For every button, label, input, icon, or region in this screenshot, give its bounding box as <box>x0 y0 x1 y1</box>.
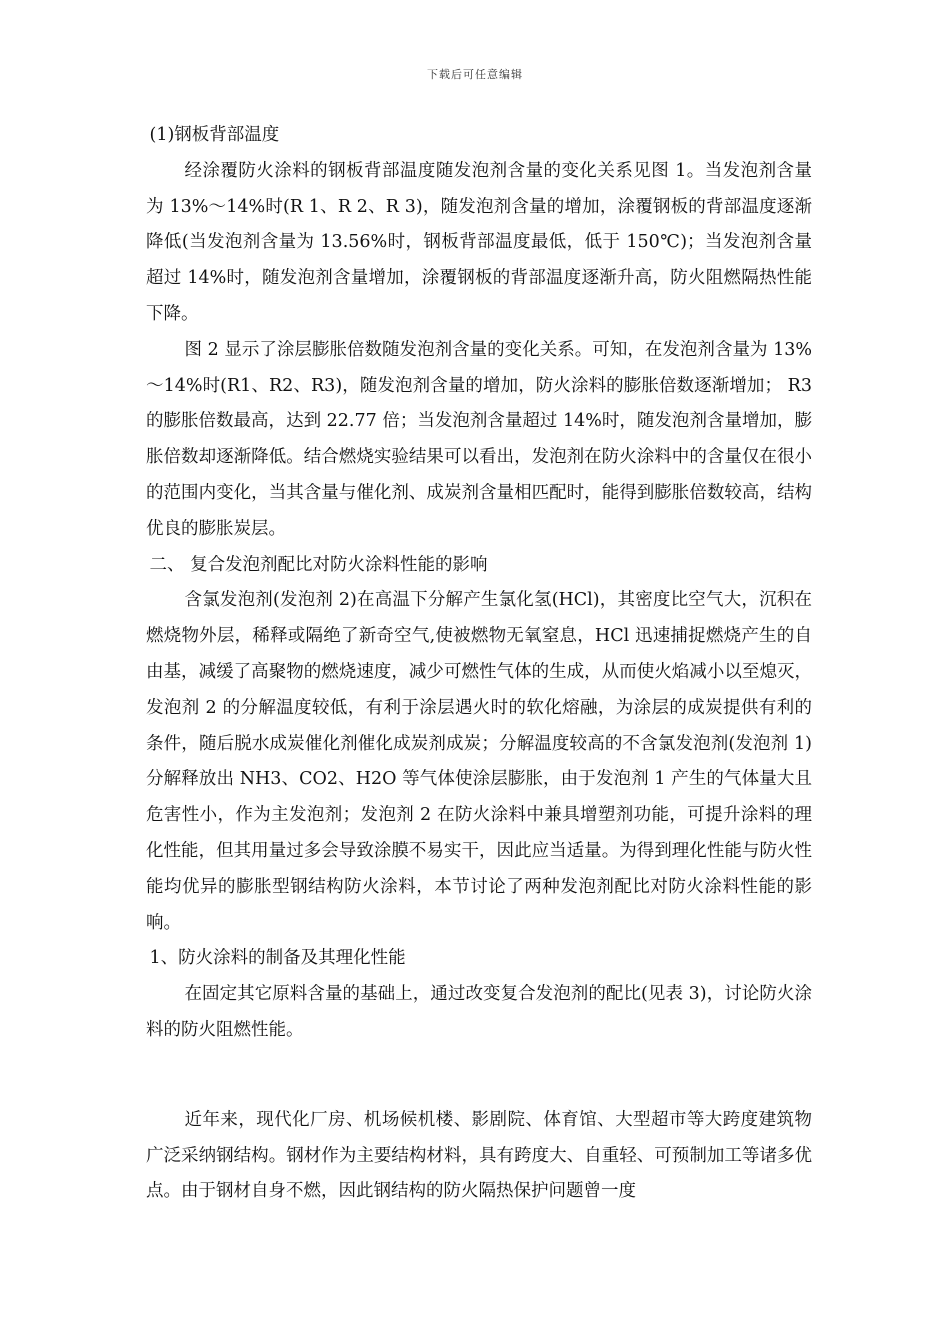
paragraph-back-temperature: 经涂覆防火涂料的钢板背部温度随发泡剂含量的变化关系见图 1。当发泡剂含量为 13%～14%时(R 1、R 2、R 3)，随发泡剂含量的增加，涂覆钢板的背部温度逐渐降低(当发泡剂含量为 13.56%时，钢板背部温度最低，低于 150℃)；当发泡剂含量超过 14%时，随发泡剂含量增加，涂覆钢板的背部温度逐渐升高，防火阻燃隔热性能下降。 <box>146 160 812 324</box>
subheading-preparation: 1、防火涂料的制备及其理化性能 <box>149 948 406 969</box>
paragraph-fixed-raw-materials: 在固定其它原料含量的基础上，通过改变复合发泡剂的配比(见表 3)，讨论防火涂料的防火阻燃性能。 <box>146 984 812 1040</box>
page-header: 下载后可任意编辑 <box>427 68 523 81</box>
paragraph-recent-years: 近年来，现代化厂房、机场候机楼、影剧院、体育馆、大型超市等大跨度建筑物广泛采纳钢结构。钢材作为主要结构材料，具有跨度大、自重轻、可预制加工等诸多优点。由于钢材自身不燃，因此钢结构的防火隔热保护问题曾一度 <box>146 1109 812 1202</box>
paragraph-expansion-ratio: 图 2 显示了涂层膨胀倍数随发泡剂含量的变化关系。可知，在发泡剂含量为 13%～14%时(R1、R2、R3)，随发泡剂含量的增加，防火涂料的膨胀倍数逐渐增加； R3 的膨胀倍数最高，达到 22.77 倍；当发泡剂含量超过 14%时，随发泡剂含量增加，膨胀倍数却逐渐降低。结合燃烧实验结果可以看出，发泡剂在防火涂料中的含量仅在很小的范围内变化，当其含量与催化剂、成炭剂含量相匹配时，能得到膨胀倍数较高，结构优良的膨胀炭层。 <box>146 339 812 539</box>
subheading-steel-back-temperature: (1)钢板背部温度 <box>149 125 280 145</box>
section-gap <box>146 1049 812 1103</box>
heading-compound-foaming-agent: 二、 复合发泡剂配比对防火涂料性能的影响 <box>149 554 488 575</box>
document-body <box>146 118 812 1210</box>
paragraph-chlorine-foaming-agent: 含氯发泡剂(发泡剂 2)在高温下分解产生氯化氢(HCl)，其密度比空气大，沉积在燃烧物外层，稀释或隔绝了新奇空气,使被燃物无氧窒息，HCl 迅速捕捉燃烧产生的自由基，减缓了高聚物的燃烧速度，减少可燃性气体的生成，从而使火焰减小以至熄灭，发泡剂 2 的分解温度较低，有利于涂层遇火时的软化熔融，为涂层的成炭提供有利的条件，随后脱水成炭催化剂催化成炭剂成炭；分解温度较高的不含氯发泡剂(发泡剂 1)分解释放出 NH3、CO2、H2O 等气体使涂层膨胀，由于发泡剂 1 产生的气体量大且危害性小，作为主发泡剂；发泡剂 2 在防火涂料中兼具增塑剂功能，可提升涂料的理化性能，但其用量过多会导致涂膜不易实干，因此应当适量。为得到理化性能与防火性能均优异的膨胀型钢结构防火涂料，本节讨论了两种发泡剂配比对防火涂料性能的影响。 <box>146 590 812 933</box>
